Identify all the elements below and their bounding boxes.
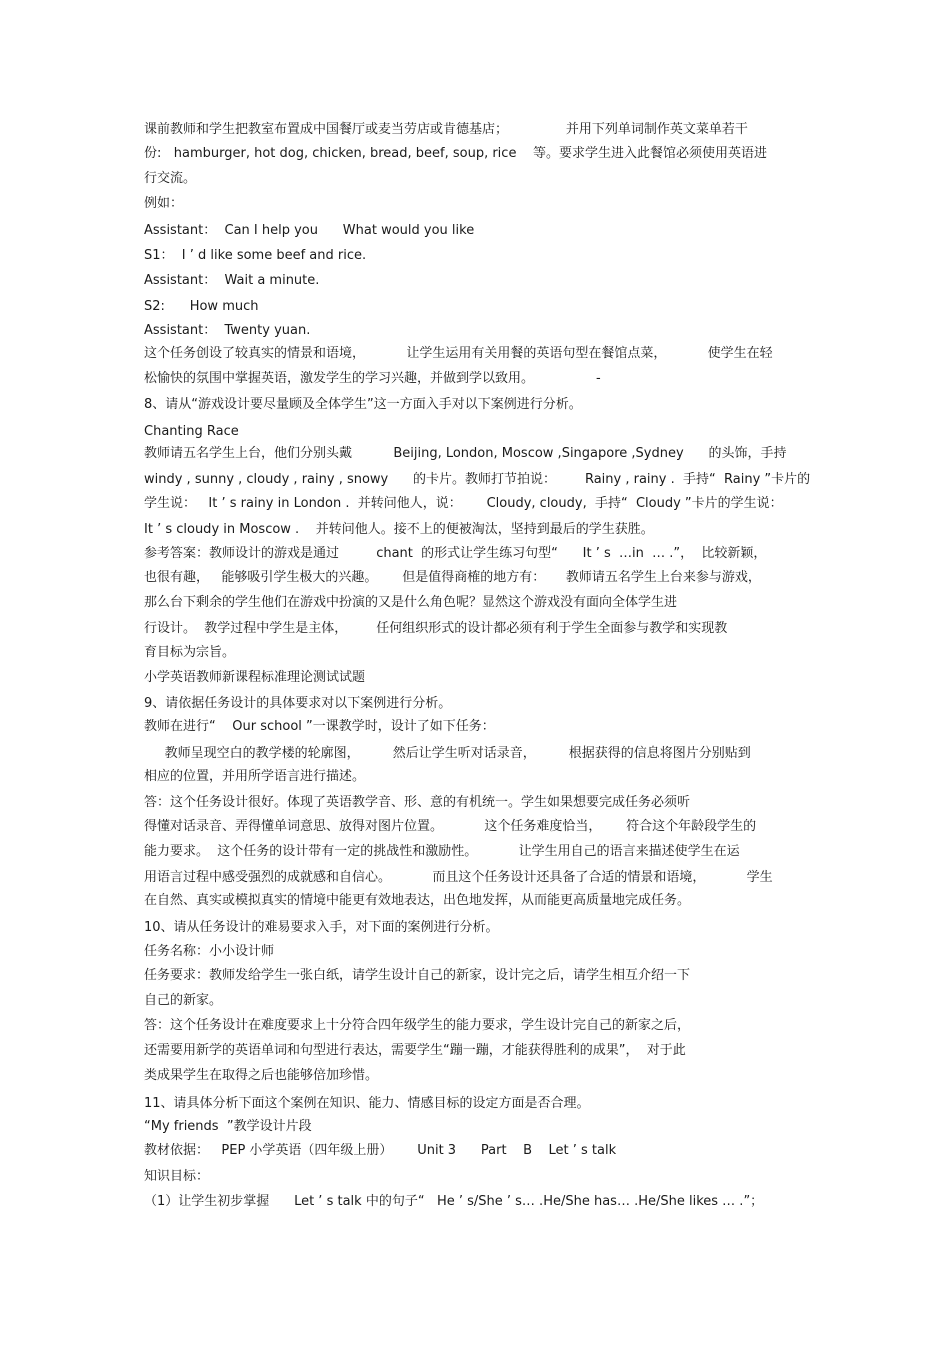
text-line: 11、请具体分析下面这个案例在知识、能力、情感目标的设定方面是否合理。 [144, 1096, 590, 1111]
text-line: windy , sunny , cloudy , rainy , snowy 的卡片。教师打节拍说： Rainy , rainy . 手持“ Rainy ”卡片的 [144, 472, 811, 487]
text-line: 行设计。 教学过程中学生是主体， 任何组织形式的设计都必须有利于学生全面参与教学和实现教 [144, 621, 728, 636]
text-line: 行交流。 [144, 171, 197, 186]
text-line: 任务要求：教师发给学生一张白纸，请学生设计自己的新家，设计完之后，请学生相互介绍一下 [144, 968, 691, 983]
text-line: 教师呈现空白的教学楼的轮廓图， 然后让学生听对话录音， 根据获得的信息将图片分别贴到 [144, 746, 751, 761]
text-line: 任务名称：小小设计师 [144, 944, 275, 959]
text-line: 育目标为宗旨。 [144, 645, 236, 660]
text-line: 那么台下剩余的学生他们在游戏中扮演的又是什么角色呢？显然这个游戏没有面向全体学生进 [144, 595, 678, 610]
text-line: 也很有趣， 能够吸引学生极大的兴趣。 但是值得商榷的地方有： 教师请五名学生上台来参与游戏， [144, 570, 761, 585]
text-line: S1： I ’ d like some beef and rice. [144, 248, 367, 263]
text-line: Assistant： Wait a minute. [144, 273, 320, 288]
text-line: 例如： [144, 196, 184, 211]
text-line: 教师在进行“ Our school ”一课教学时，设计了如下任务： [144, 719, 495, 734]
text-line: 9、请依据任务设计的具体要求对以下案例进行分析。 [144, 696, 452, 711]
text-line: 还需要用新学的英语单词和句型进行表达，需要学生“蹦一蹦，才能获得胜利的成果”， 对于此 [144, 1043, 686, 1058]
text-line: 课前教师和学生把教室布置成中国餐厅或麦当劳店或肯德基店； 并用下列单词制作英文菜单若干 [144, 122, 748, 137]
text-line: 答：这个任务设计很好。体现了英语教学音、形、意的有机统一。学生如果想要完成任务必须听 [144, 795, 691, 810]
text-line: 这个任务创设了较真实的情景和语境， 让学生运用有关用餐的英语句型在餐馆点菜， 使学生在轻 [144, 346, 773, 361]
text-line: 学生说： It ’ s rainy in London . 并转问他人，说： Cloudy, cloudy, 手持“ Cloudy ”卡片的学生说： [144, 496, 783, 511]
text-line: S2: How much [144, 299, 259, 314]
text-line: 在自然、真实或模拟真实的情境中能更有效地表达，出色地发挥，从而能更高质量地完成任务。 [144, 893, 691, 908]
text-line: 答：这个任务设计在难度要求上十分符合四年级学生的能力要求，学生设计完自己的新家之后， [144, 1018, 691, 1033]
text-line: 10、请从任务设计的难易要求入手，对下面的案例进行分析。 [144, 920, 499, 935]
text-line: 教材依据： PEP 小学英语（四年级上册） Unit 3 Part B Let ’ s talk [144, 1143, 617, 1158]
text-line: Assistant： Can I help you What would you like [144, 223, 475, 238]
text-line: 知识目标： [144, 1169, 210, 1184]
text-line: 类成果学生在取得之后也能够倍加珍惜。 [144, 1068, 379, 1083]
text-line: 份: hamburger, hot dog, chicken, bread, beef, soup, rice 等。要求学生进入此餐馆必须使用英语进 [144, 146, 767, 161]
text-line: It ’ s cloudy in Moscow . 并转问他人。接不上的便被淘汰，坚持到最后的学生获胜。 [144, 522, 654, 537]
text-line: 用语言过程中感受强烈的成就感和自信心。 而且这个任务设计还具备了合适的情景和语境， 学生 [144, 870, 773, 885]
text-line: 小学英语教师新课程标准理论测试试题 [144, 670, 366, 685]
text-line: 能力要求。 这个任务的设计带有一定的挑战性和激励性。 让学生用自己的语言来描述使学生在运 [144, 844, 740, 859]
text-line: “My friends ”教学设计片段 [144, 1119, 312, 1134]
text-line: 参考答案：教师设计的游戏是通过 chant 的形式让学生练习句型“ It ’ s …in … .”， 比较新颖， [144, 546, 767, 561]
text-line: 教师请五名学生上台，他们分别头戴 Beijing, London, Moscow ,Singapore ,Sydney 的头饰，手持 [144, 446, 787, 461]
text-line: 自己的新家。 [144, 993, 223, 1008]
text-line: 8、请从“游戏设计要尽量顾及全体学生”这一方面入手对以下案例进行分析。 [144, 397, 582, 412]
text-line: （1）让学生初步掌握 Let ’ s talk 中的句子“ He ’ s/She ’ s… .He/She has… .He/She likes … .”； [144, 1194, 764, 1209]
text-line: 相应的位置，并用所学语言进行描述。 [144, 769, 366, 784]
text-line: 松愉快的氛围中掌握英语，激发学生的学习兴趣，并做到学以致用。 - [144, 371, 601, 386]
text-line: Chanting Race [144, 424, 239, 439]
text-line: 得懂对话录音、弄得懂单词意思、放得对图片位置。 这个任务难度恰当， 符合这个年龄段学生的 [144, 819, 757, 834]
text-line: Assistant： Twenty yuan. [144, 323, 311, 338]
